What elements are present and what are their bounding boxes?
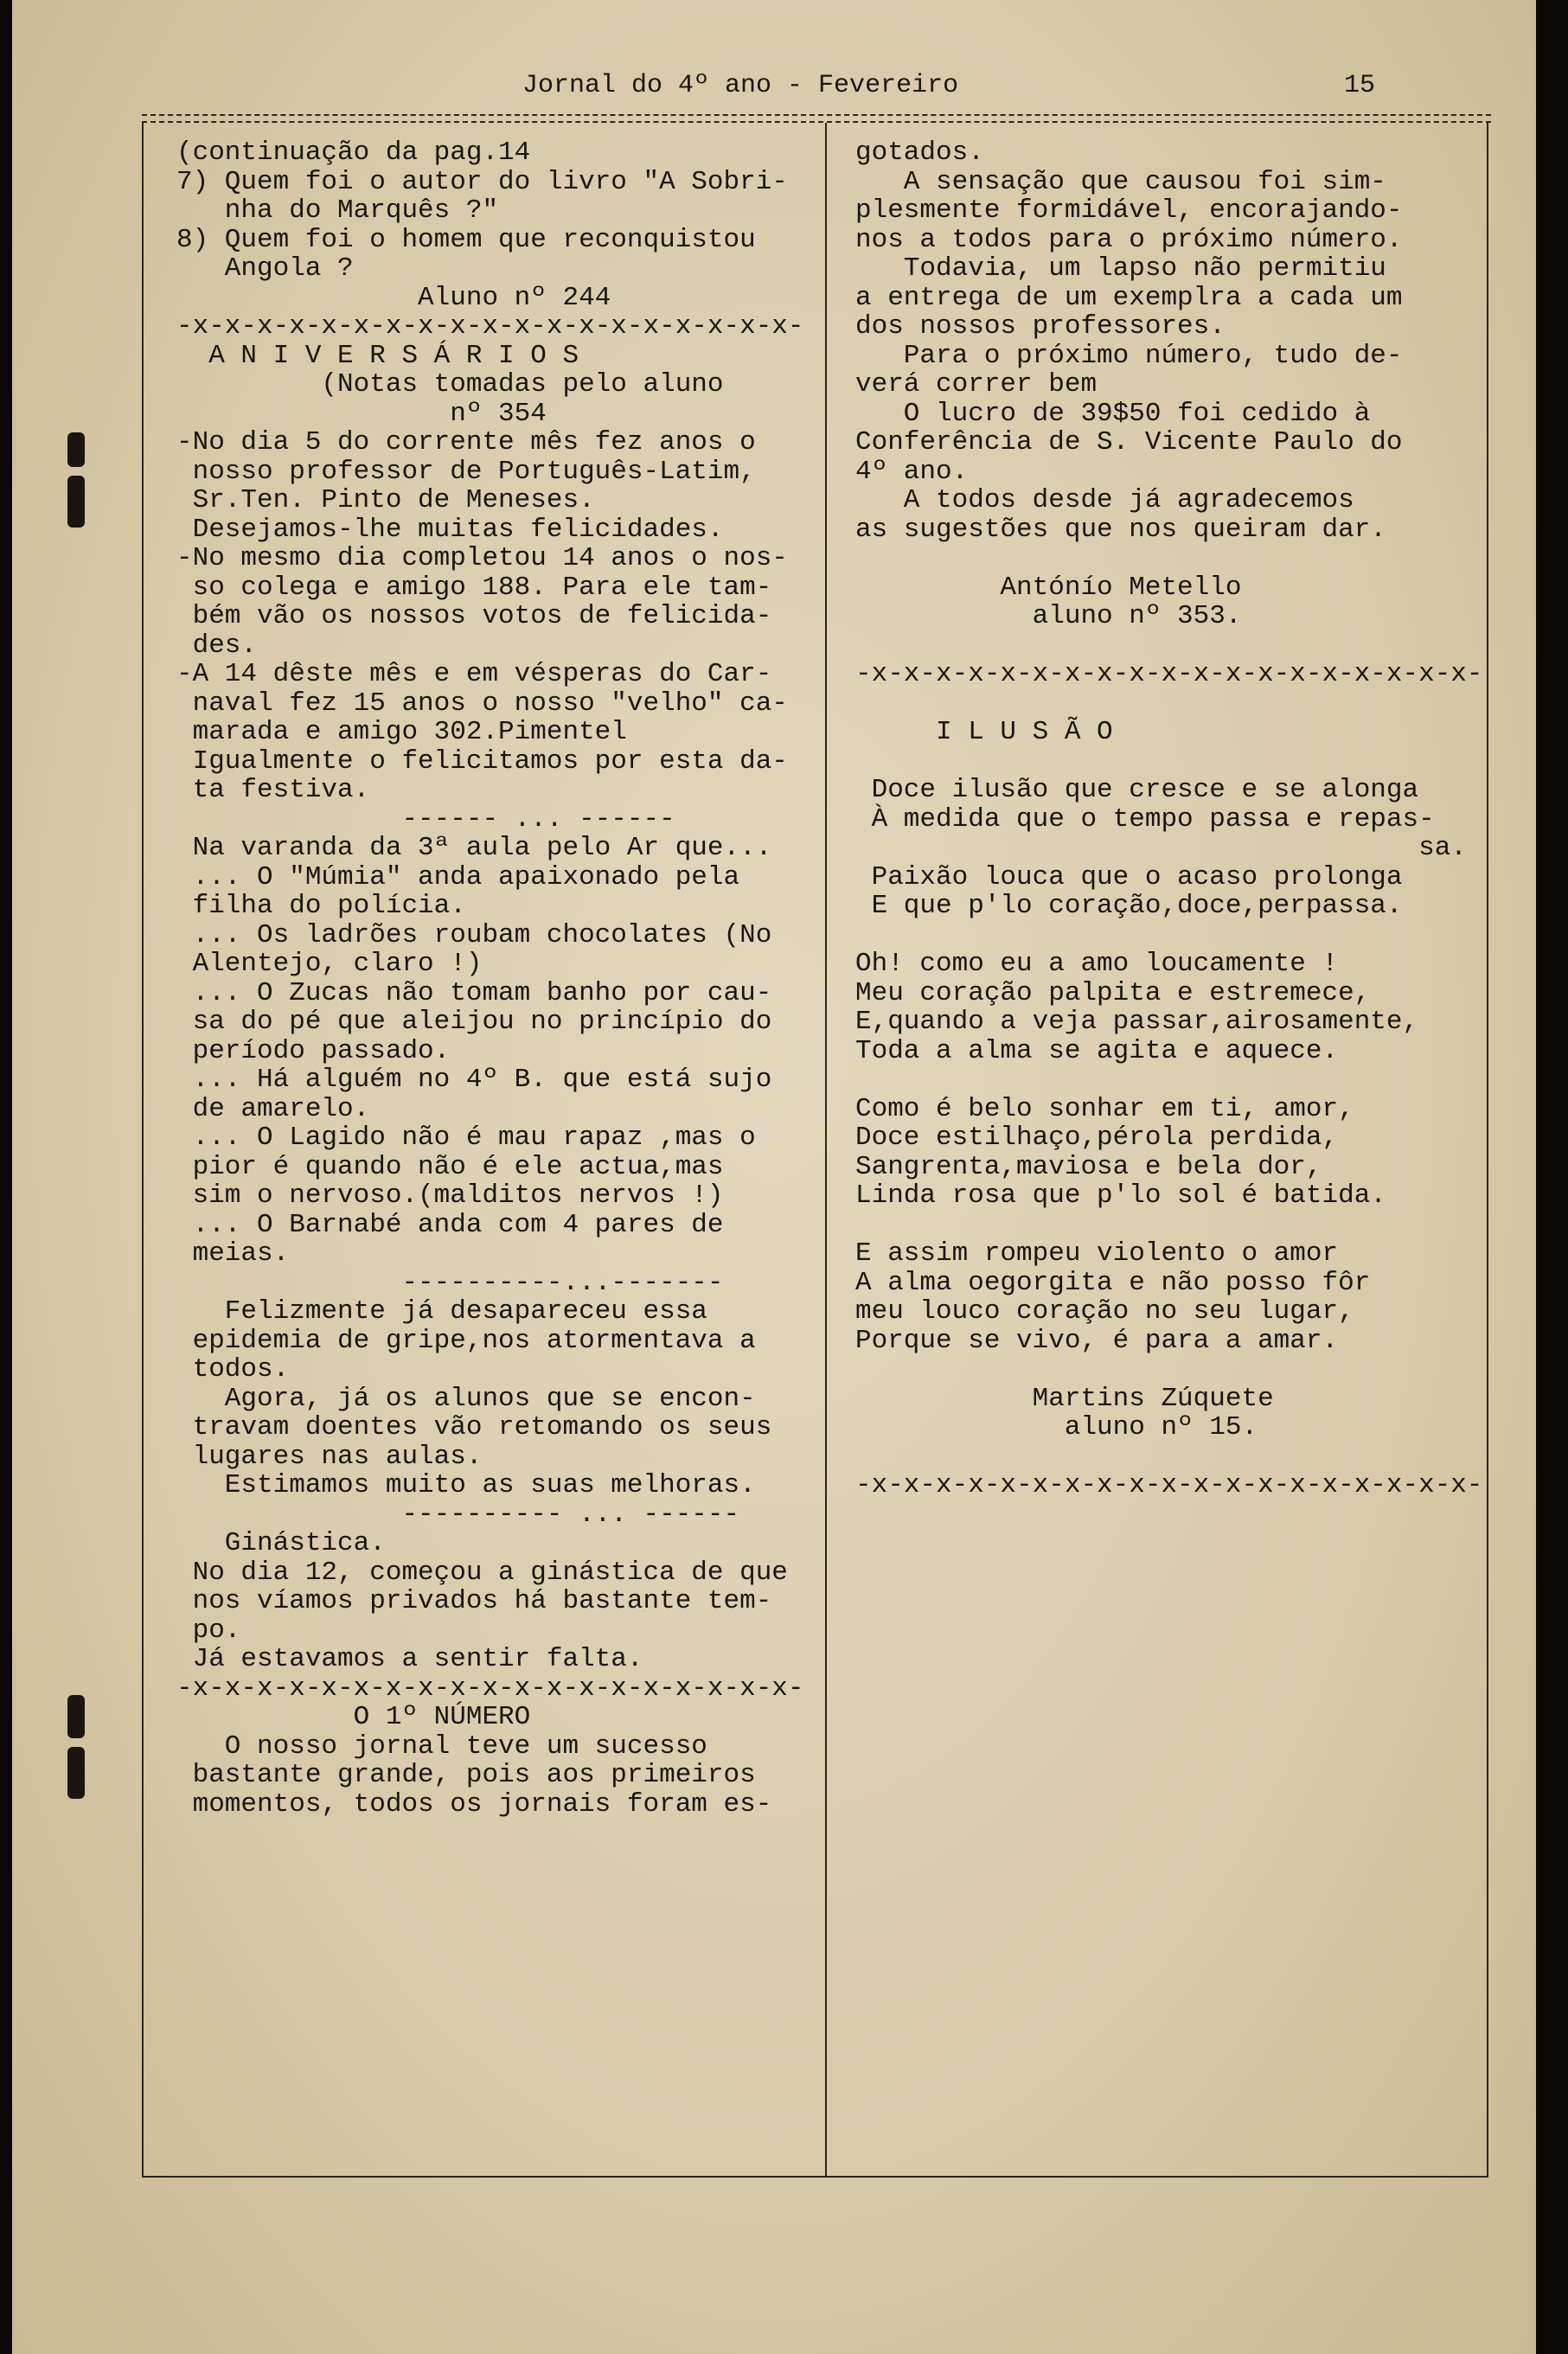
left-column-text-line: período passado. [176, 1035, 451, 1066]
left-column-text-line: (continuação da pag.14 [176, 138, 531, 168]
left-column-text-line: des. [176, 630, 258, 661]
left-column-text-line: ---------- ... ------ [176, 1499, 740, 1530]
right-column-text-line: E assim rompeu violento o amor [855, 1238, 1339, 1269]
left-column-text-line: (Notas tomadas pelo aluno [176, 369, 724, 400]
left-column-text-line: -No mesmo dia completou 14 anos o nos- [176, 543, 788, 573]
left-column-text-line: de amarelo. [176, 1093, 370, 1124]
right-column-text-line: I L U S Ã O [855, 717, 1113, 747]
right-column-text-line: sa. [855, 833, 1467, 863]
right-column-text-line: O lucro de 39$50 foi cedido à [855, 398, 1371, 429]
left-column-text-line: sa do pé que aleijou no princípio do [176, 1007, 772, 1037]
left-column-text-line: O nosso jornal teve um sucesso [176, 1730, 707, 1762]
right-column [855, 138, 1483, 1500]
frame-left-border [142, 123, 144, 2178]
left-column-text-line: ----------...------- [176, 1267, 724, 1298]
right-column-text-line: E,quando a veja passar,airosamente, [855, 1007, 1419, 1037]
left-column-text-line: meias. [176, 1238, 290, 1269]
right-column-text-line: À medida que o tempo passa e repas- [855, 803, 1435, 835]
right-column-text-line: a entrega de um exemplra a cada um [855, 282, 1403, 313]
right-column-text-line [855, 631, 1478, 661]
right-column-text-line [855, 544, 1478, 573]
left-column-text-line: bastante grande, pois aos primeiros [176, 1760, 756, 1790]
left-column [176, 138, 816, 1819]
left-column-text-line: Estimamos muito as suas melhoras. [176, 1470, 756, 1500]
right-column-text-line: Oh! como eu a amo loucamente ! [855, 949, 1339, 979]
left-column-text-line: Igualmente o felicitamos por esta da- [176, 745, 788, 777]
left-column-text-line: ... O "Múmia" anda apaixonado pela [176, 861, 740, 892]
left-column-text-line: nosso professor de Português-Latim, [176, 456, 756, 487]
right-column-text-line [855, 1355, 1478, 1385]
page-number: 15 [1344, 71, 1376, 100]
left-column-text-line: Alentejo, claro !) [176, 949, 483, 979]
binder-hole-mark [67, 1695, 85, 1738]
right-column-text-line: A todos desde já agradecemos [855, 485, 1354, 515]
binder-hole-mark [67, 1747, 85, 1799]
left-column-text-line: ta festiva. [176, 775, 370, 805]
left-column-text-line: O 1º NÚMERO [176, 1702, 531, 1732]
binder-hole-mark [67, 476, 85, 528]
left-column-text-line: pior é quando não é ele actua,mas [176, 1151, 724, 1182]
right-column-text-line: 4º ano. [855, 456, 969, 487]
left-column-text-line: travam doentes vão retomando os seus [176, 1412, 772, 1442]
left-column-text-line: Agora, já os alunos que se encon- [176, 1383, 756, 1414]
right-column-text-line: gotados. [855, 138, 984, 168]
column-divider [825, 123, 827, 2176]
right-column-text-line: -x-x-x-x-x-x-x-x-x-x-x-x-x-x-x-x-x-x-x- [855, 1470, 1483, 1500]
right-column-text-line [855, 689, 1478, 719]
left-column-text-line: lugares nas aulas. [176, 1441, 483, 1472]
left-column-text-line: Ginástica. [176, 1528, 386, 1558]
left-column-text-line: Já estavamos a sentir falta. [176, 1644, 643, 1674]
right-column-text-line: Martins Zúquete [855, 1383, 1274, 1414]
left-column-text-line: bém vão os nossos votos de felicida- [176, 601, 772, 631]
page-header-title: Jornal do 4º ano - Fevereiro [522, 71, 959, 100]
left-column-text-line: 8) Quem foi o homem que reconquistou [176, 224, 756, 255]
right-column-text-line [855, 1211, 1478, 1240]
left-column-text-line: marada e amigo 302.Pimentel [176, 717, 627, 747]
left-column-text-line: Desejamos-lhe muitas felicidades. [176, 514, 724, 545]
left-column-text-line: -x-x-x-x-x-x-x-x-x-x-x-x-x-x-x-x-x-x-x- [176, 311, 804, 342]
frame-right-border [1487, 123, 1488, 2178]
right-column-text-line: Conferência de S. Vicente Paulo do [855, 427, 1403, 457]
right-column-text-line: Doce estilhaço,pérola perdida, [855, 1123, 1339, 1153]
right-column-text-line: as sugestões que nos queiram dar. [855, 514, 1386, 545]
left-column-text-line: ... O Zucas não tomam banho por cau- [176, 977, 772, 1008]
left-column-text-line: Angola ? [176, 253, 354, 284]
left-column-text-line: Na varanda da 3ª aula pelo Ar que... [176, 833, 772, 863]
left-column-text-line: nha do Marquês ?" [176, 195, 499, 226]
right-column-text-line: -x-x-x-x-x-x-x-x-x-x-x-x-x-x-x-x-x-x-x- [855, 659, 1483, 689]
right-column-text-line: dos nossos professores. [855, 311, 1226, 342]
left-column-text-line: Sr.Ten. Pinto de Meneses. [176, 485, 595, 515]
right-column-text-line: Todavia, um lapso não permitiu [855, 253, 1386, 284]
frame-bottom-border [142, 2176, 1488, 2178]
left-column-text-line: ------ ... ------ [176, 803, 675, 835]
left-column-text-line: No dia 12, começou a ginástica de que [176, 1557, 788, 1588]
right-column-text-line: Para o próximo número, tudo de- [855, 340, 1403, 371]
left-column-text-line: 7) Quem foi o autor do livro "A Sobri- [176, 166, 788, 197]
left-column-text-line: todos. [176, 1354, 290, 1385]
right-column-text-line: nos a todos para o próximo número. [855, 224, 1403, 255]
right-column-text-line: Porque se vivo, é para a amar. [855, 1325, 1339, 1356]
left-column-text-line: ... Há alguém no 4º B. que está sujo [176, 1065, 772, 1095]
right-column-text-line: Toda a alma se agita e aquece. [855, 1035, 1339, 1066]
left-column-text-line: filha do polícia. [176, 891, 466, 921]
left-column-text-line: Aluno nº 244 [176, 282, 611, 313]
right-column-text-line: verá correr bem [855, 369, 1098, 400]
left-column-text-line: -A 14 dêste mês e em vésperas do Car- [176, 659, 772, 689]
right-column-text-line: aluno nº 353. [855, 601, 1242, 631]
left-column-text-line: naval fez 15 anos o nosso "velho" ca- [176, 688, 788, 719]
left-column-text-line: epidemia de gripe,nos atormentava a [176, 1325, 756, 1356]
right-column-text-line: Antónío Metello [855, 572, 1242, 603]
right-column-text-line: plesmente formidável, encorajando- [855, 195, 1403, 226]
left-column-text-line: nos víamos privados há bastante tem- [176, 1586, 772, 1616]
right-column-text-line [855, 747, 1478, 777]
right-column-text-line: A sensação que causou foi sim- [855, 166, 1386, 197]
right-column-text-line: Como é belo sonhar em ti, amor, [855, 1093, 1354, 1124]
right-column-text-line: Linda rosa que p'lo sol é batida. [855, 1180, 1386, 1211]
right-column-text-line: Sangrenta,maviosa e bela dor, [855, 1151, 1322, 1182]
left-column-text-line: so colega e amigo 188. Para ele tam- [176, 572, 772, 603]
left-column-text-line: -No dia 5 do corrente mês fez anos o [176, 427, 756, 457]
left-column-text-line: momentos, todos os jornais foram es- [176, 1788, 772, 1820]
right-column-text-line: meu louco coração no seu lugar, [855, 1296, 1354, 1327]
right-column-text-line [855, 1442, 1478, 1472]
header-rule [142, 114, 1491, 123]
right-column-text-line: A alma oegorgita e não posso fôr [855, 1267, 1371, 1298]
left-column-text-line: ... O Barnabé anda com 4 pares de [176, 1209, 724, 1240]
left-column-text-line: -x-x-x-x-x-x-x-x-x-x-x-x-x-x-x-x-x-x-x- [176, 1673, 804, 1704]
right-column-text-line [855, 1065, 1478, 1095]
left-column-text-line: A N I V E R S Á R I O S [176, 340, 579, 371]
right-column-text-line [855, 921, 1478, 950]
right-column-text-line: E que p'lo coração,doce,perpassa. [855, 891, 1403, 921]
left-column-text-line: nº 354 [176, 398, 547, 429]
right-column-text-line: aluno nº 15. [855, 1412, 1258, 1442]
left-column-text-line: po. [176, 1615, 241, 1646]
right-column-text-line: Paixão louca que o acaso prolonga [855, 861, 1403, 892]
left-column-text-line: ... O Lagido não é mau rapaz ,mas o [176, 1123, 756, 1153]
left-column-text-line: sim o nervoso.(malditos nervos !) [176, 1180, 724, 1211]
right-column-text-line: Doce ilusão que cresce e se alonga [855, 775, 1419, 805]
right-column-text-line: Meu coração palpita e estremece, [855, 977, 1371, 1008]
document-page [12, 0, 1536, 2354]
left-column-text-line: ... Os ladrões roubam chocolates (No [176, 919, 772, 950]
left-column-text-line: Felizmente já desapareceu essa [176, 1296, 707, 1327]
binder-hole-mark [67, 432, 85, 467]
